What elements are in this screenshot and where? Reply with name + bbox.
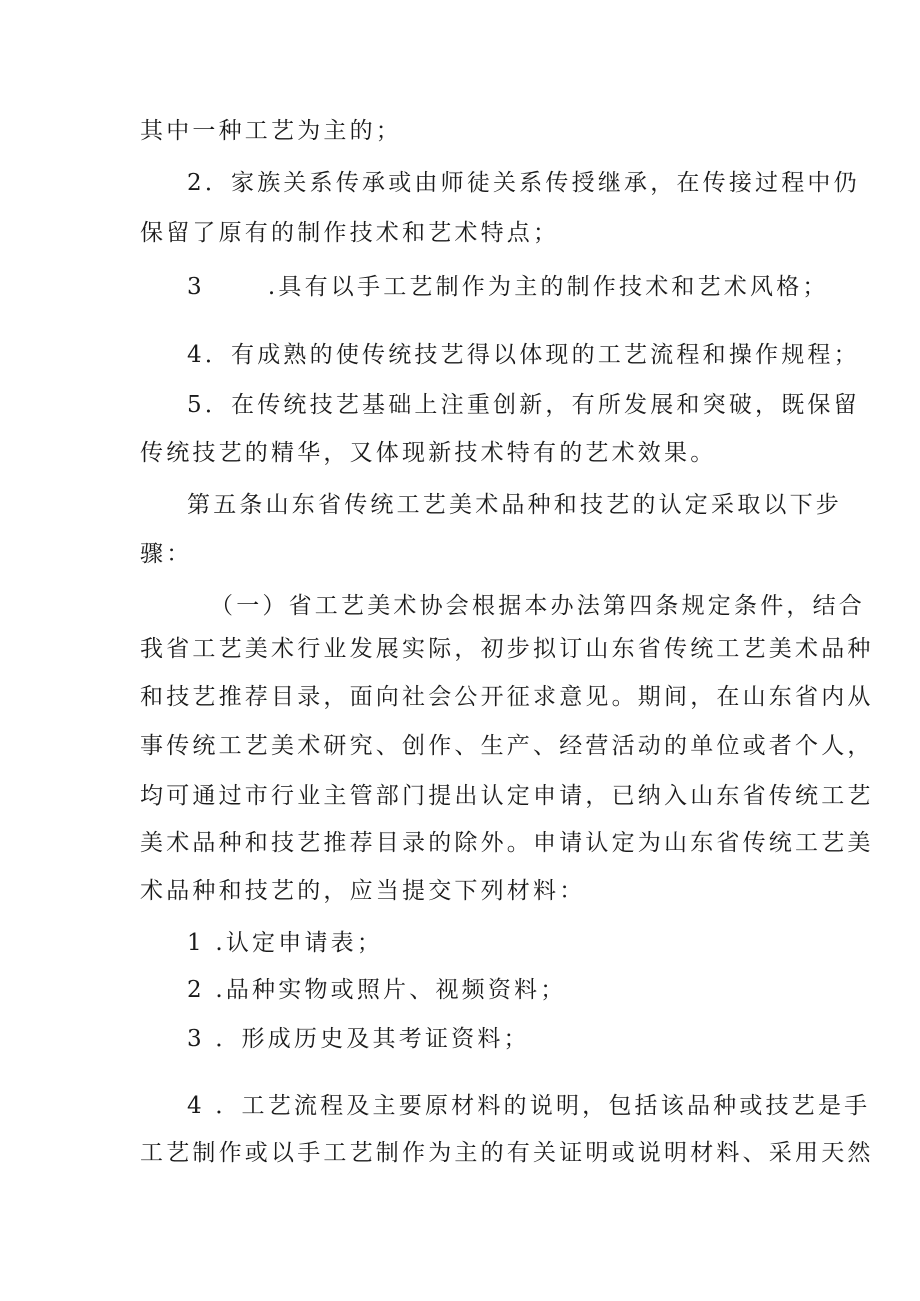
text-line: 4．有成熟的使传统技艺得以体现的工艺流程和操作规程； xyxy=(187,342,860,368)
text-line: 我省工艺美术行业发展实际，初步拟订山东省传统工艺美术品种 xyxy=(140,636,874,662)
text-line: 均可通过市行业主管部门提出认定申请，已纳入山东省传统工艺 xyxy=(140,783,874,809)
text-line: 骤： xyxy=(140,541,193,567)
text-line: 美术品种和技艺推荐目录的除外。申请认定为山东省传统工艺美 xyxy=(140,830,874,856)
text-line: 第五条山东省传统工艺美术品种和技艺的认定采取以下步 xyxy=(187,492,842,518)
text-line: 4 ．工艺流程及主要原材料的说明，包括该品种或技艺是手 xyxy=(187,1093,871,1119)
text-line: 2 .品种实物或照片、视频资料； xyxy=(187,977,567,1003)
text-line: 2．家族关系传承或由师徒关系传授继承，在传接过程中仍 xyxy=(187,170,860,196)
text-line: 3 ．形成历史及其考证资料； xyxy=(187,1026,530,1052)
text-line: 传统技艺的精华，又体现新技术特有的艺术效果。 xyxy=(140,440,717,466)
text-line: 5．在传统技艺基础上注重创新，有所发展和突破，既保留 xyxy=(187,392,860,418)
text-line: 1 .认定申请表； xyxy=(187,930,384,956)
text-line: 3 .具有以手工艺制作为主的制作技术和艺术风格； xyxy=(187,274,829,300)
text-line: 其中一种工艺为主的； xyxy=(140,118,402,144)
text-line: 事传统工艺美术研究、创作、生产、经营活动的单位或者个人， xyxy=(140,733,874,759)
text-line: 和技艺推荐目录，面向社会公开征求意见。期间，在山东省内从 xyxy=(140,684,874,710)
text-line: （一）省工艺美术协会根据本办法第四条规定条件，结合 xyxy=(210,593,865,619)
text-line: 保留了原有的制作技术和艺术特点； xyxy=(140,220,560,246)
text-line: 术品种和技艺的，应当提交下列材料： xyxy=(140,878,586,904)
text-line: 工艺制作或以手工艺制作为主的有关证明或说明材料、采用天然 xyxy=(140,1140,874,1166)
